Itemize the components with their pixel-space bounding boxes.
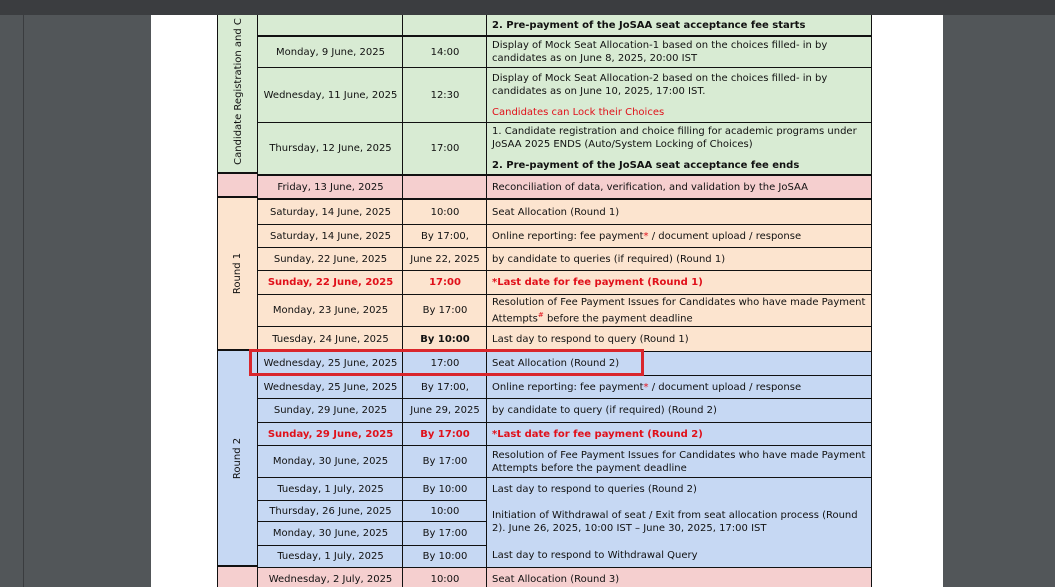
date-cell: Sunday, 22 June, 2025: [257, 270, 404, 295]
section-spacer-round3: [217, 566, 259, 587]
highlight-box: [249, 349, 644, 376]
time-cell: By 10:00: [402, 545, 488, 568]
date-cell: Monday, 9 June, 2025: [257, 36, 404, 68]
time-cell: June 22, 2025: [402, 247, 488, 271]
time-cell: June 29, 2025: [402, 398, 488, 423]
date-cell: Wednesday, 25 June, 2025: [257, 375, 404, 399]
date-cell: Thursday, 26 June, 2025: [257, 500, 404, 522]
section-label-round1: Round 1: [217, 197, 259, 350]
hash-mark: #: [537, 310, 544, 319]
event-text: Online reporting: fee payment: [492, 381, 644, 393]
event-cell: [486, 67, 872, 123]
event-text-cont: before the payment deadline: [543, 313, 693, 325]
event-text-cont: / document upload / response: [648, 230, 802, 242]
time-cell: 12:30: [402, 67, 488, 123]
date-cell: Wednesday, 25 June, 2025: [257, 351, 404, 376]
event-cell: Seat Allocation (Round 3): [486, 567, 872, 587]
time-cell: By 17:00,: [402, 224, 488, 248]
event-text: 2. Pre-payment of the JoSAA seat acceptance fee starts: [492, 19, 806, 31]
event-text: Initiation of Withdrawal of seat / Exit from seat allocation process (Round 2). June 26, 2025, 10:00 IST – June 30, 2025, 17:00 IST: [492, 510, 858, 534]
date-cell: Wednesday, 11 June, 2025: [257, 67, 404, 123]
event-text: Online reporting: fee payment: [492, 230, 644, 242]
event-cell: *Last date for fee payment (Round 2): [486, 422, 872, 446]
time-cell: [402, 175, 488, 199]
date-cell: Sunday, 29 June, 2025: [257, 422, 404, 446]
time-cell: [402, 15, 488, 36]
date-cell: [257, 15, 404, 36]
event-cell: Seat Allocation (Round 1): [486, 199, 872, 225]
time-cell: 10:00: [402, 567, 488, 587]
date-cell: Thursday, 12 June, 2025: [257, 122, 404, 175]
time-cell: 17:00: [402, 270, 488, 295]
time-cell: 17:00: [402, 122, 488, 175]
time-cell: 14:00: [402, 36, 488, 68]
time-cell: By 17:00,: [402, 375, 488, 399]
event-text-cont: / document upload / response: [648, 381, 802, 393]
event-text: 1. Candidate registration and choice filling for academic programs under JoSAA 2025 ENDS (Auto/System Locking of Choices): [492, 126, 857, 150]
pdf-page: [151, 15, 943, 587]
section-spacer-reconciliation: [217, 173, 259, 197]
section-label-round2: Round 2: [217, 350, 259, 566]
event-cell: Resolution of Fee Payment Issues for Candidates who have made Payment Attempts before the payment deadline: [486, 445, 872, 478]
event-text: Resolution of Fee Payment Issues for Candidates who have made Payment Attempts: [492, 296, 866, 325]
event-cell: Last day to respond to queries (Round 2): [486, 477, 872, 501]
date-cell: Tuesday, 24 June, 2025: [257, 326, 404, 352]
event-cell: [486, 122, 872, 175]
event-cell: by candidate to query (if required) (Round 2): [486, 398, 872, 423]
event-cell: [486, 294, 872, 327]
date-cell: Monday, 30 June, 2025: [257, 521, 404, 546]
date-cell: Saturday, 14 June, 2025: [257, 199, 404, 225]
event-cell: *Last date for fee payment (Round 1): [486, 270, 872, 295]
date-cell: Friday, 13 June, 2025: [257, 175, 404, 199]
event-text: Display of Mock Seat Allocation-2 based on the choices filled- in by candidates as on June 10, 2025, 17:00 IST.: [492, 72, 828, 97]
asterisk-mark: *: [643, 381, 649, 393]
viewer-toolbar: [0, 0, 1055, 15]
date-cell: Monday, 30 June, 2025: [257, 445, 404, 478]
event-cell: by candidate to queries (if required) (Round 1): [486, 247, 872, 271]
date-cell: Sunday, 22 June, 2025: [257, 247, 404, 271]
date-cell: Wednesday, 2 July, 2025: [257, 567, 404, 587]
time-cell: By 17:00: [402, 422, 488, 446]
time-cell: 10:00: [402, 500, 488, 522]
event-cell: Last day to respond to query (Round 1): [486, 326, 872, 352]
event-cell: Reconciliation of data, verification, and validation by the JoSAA: [486, 175, 872, 199]
section-label-registration: Candidate Registration and C: [217, 15, 259, 173]
date-cell: Saturday, 14 June, 2025: [257, 224, 404, 248]
date-cell: Tuesday, 1 July, 2025: [257, 477, 404, 501]
event-cell: [486, 15, 872, 36]
time-cell: 17:00: [402, 351, 488, 376]
event-cell: [486, 375, 872, 399]
time-cell: By 10:00: [402, 477, 488, 501]
lock-choices-note: Candidates can Lock their Choices: [492, 106, 665, 118]
event-cell: [486, 224, 872, 248]
time-cell: By 10:00: [402, 326, 488, 352]
event-cell: Seat Allocation (Round 2): [486, 351, 872, 376]
event-text-bold: 2. Pre-payment of the JoSAA seat acceptance fee ends: [492, 160, 800, 171]
date-cell: Sunday, 29 June, 2025: [257, 398, 404, 423]
withdrawal-event-cell: [486, 500, 872, 568]
asterisk-mark: *: [643, 230, 649, 242]
date-cell: Tuesday, 1 July, 2025: [257, 545, 404, 568]
event-cell: Display of Mock Seat Allocation-1 based on the choices filled- in by candidates as on June 8, 2025, 20:00 IST: [486, 36, 872, 68]
event-text: Last day to respond to Withdrawal Query: [492, 550, 698, 561]
date-cell: Monday, 23 June, 2025: [257, 294, 404, 327]
time-cell: By 17:00: [402, 445, 488, 478]
time-cell: 10:00: [402, 199, 488, 225]
time-cell: By 17:00: [402, 294, 488, 327]
time-cell: By 17:00: [402, 521, 488, 546]
viewer-gutter: [23, 15, 24, 587]
